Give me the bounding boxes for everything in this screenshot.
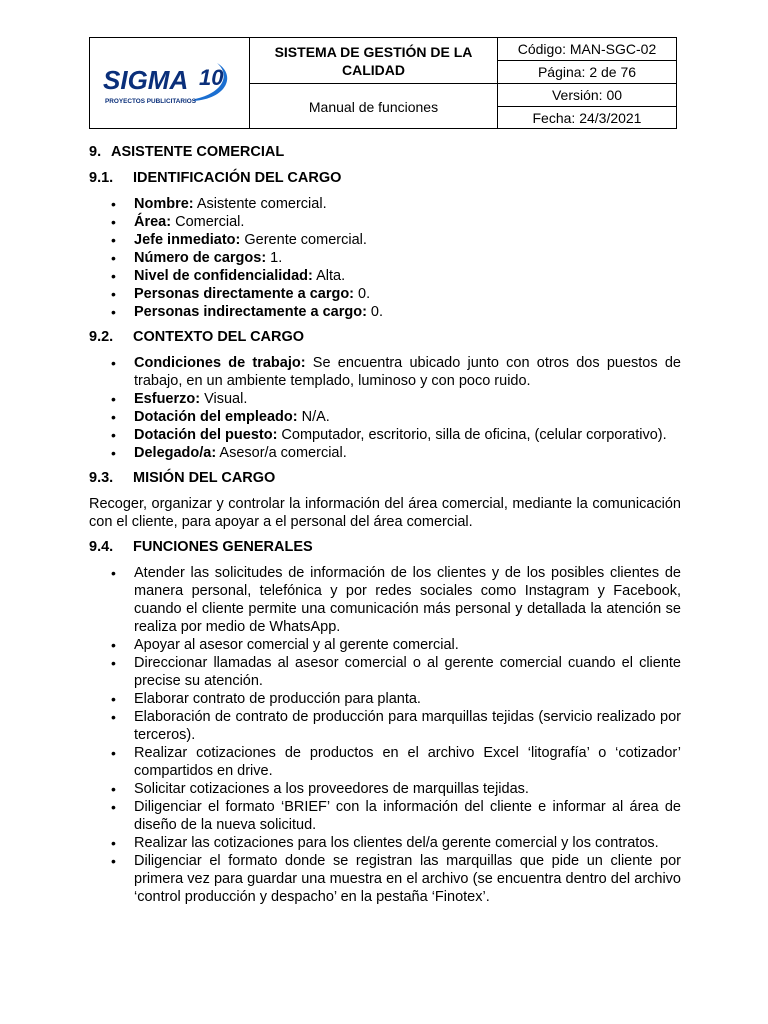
list-item — [89, 231, 681, 249]
company-logo — [90, 38, 250, 129]
page-number: Página: 2 de 76 — [537, 63, 637, 80]
list-item — [89, 390, 681, 408]
system-title: SISTEMA DE GESTIÓN DE LA CALIDAD — [250, 38, 498, 84]
list-item — [89, 285, 681, 303]
list-item — [89, 408, 681, 426]
function-item: • Realizar cotizaciones de productos en el archivo Excel ‘litografía’ o ‘cotizador’ compartidos en drive. — [89, 744, 681, 780]
item-value: Visual. — [200, 391, 248, 407]
function-item: • Diligenciar el formato ‘BRIEF’ con la información del cliente e informar al área de diseño de la nueva solicitud. — [89, 798, 681, 834]
function-item: • Apoyar al asesor comercial y al gerente comercial. — [89, 636, 681, 654]
item-value: Comercial. — [171, 214, 245, 230]
item-label: Nivel de confidencialidad: — [134, 268, 313, 284]
item-value: Gerente comercial. — [240, 232, 367, 248]
document-date: Fecha: 24/3/2021 — [532, 109, 642, 126]
logo-subtitle: PROYECTOS PUBLICITARIOS — [104, 97, 196, 105]
subsection-title: MISIÓN DEL CARGO — [133, 470, 276, 486]
item-label: Personas directamente a cargo: — [134, 286, 355, 302]
function-item: • Atender las solicitudes de información de los clientes y de los posibles clientes de manera personal, telefónica y por redes sociales como Instagram y Facebook, cuando el cliente permite una comunicación más personal y detallada la atención se realiza por medio de WhatsApp. — [89, 564, 681, 636]
sigma10-logo — [97, 55, 243, 113]
subsection-heading-9-3 — [89, 469, 681, 488]
identification-list — [89, 195, 681, 321]
item-value: Asistente comercial. — [193, 196, 327, 212]
logo-number: 10 — [198, 64, 223, 90]
subsection-number: 9.3. — [89, 470, 114, 486]
subsection-heading-9-2 — [89, 328, 681, 347]
function-item: • Solicitar cotizaciones a los proveedores de marquillas tejidas. — [89, 780, 681, 798]
item-label: Dotación del puesto: — [134, 427, 278, 443]
function-item: • Elaborar contrato de producción para planta. — [89, 690, 681, 708]
context-list — [89, 354, 681, 462]
functions-list — [89, 564, 681, 906]
list-item — [89, 426, 681, 444]
list-item — [89, 267, 681, 285]
item-label: Jefe inmediato: — [134, 232, 241, 248]
list-item — [89, 195, 681, 213]
item-label: Delegado/a: — [134, 445, 217, 461]
subsection-title: IDENTIFICACIÓN DEL CARGO — [133, 170, 342, 186]
manual-name: Manual de funciones — [250, 84, 498, 129]
subsection-title: FUNCIONES GENERALES — [133, 539, 313, 555]
list-item — [89, 303, 681, 321]
document-header-table — [89, 37, 677, 129]
subsection-number: 9.4. — [89, 539, 114, 555]
function-item: • Diligenciar el formato donde se registran las marquillas que pide un cliente por primera vez para guardar una muestra en el archivo (se encuentra dentro del archivo ‘control producción y despacho’ en la pestaña ‘Finotex’. — [89, 852, 681, 906]
item-label: Condiciones de trabajo: — [134, 355, 306, 371]
meta-bottom — [498, 84, 676, 129]
item-value: 0. — [366, 304, 384, 320]
section-title: ASISTENTE COMERCIAL — [111, 144, 285, 160]
subsection-number: 9.1. — [89, 170, 114, 186]
item-label: Área: — [134, 214, 172, 230]
item-value: Alta. — [312, 268, 346, 284]
item-value: 0. — [354, 286, 371, 302]
function-item: • Direccionar llamadas al asesor comercial o al gerente comercial cuando el cliente precise su atención. — [89, 654, 681, 690]
subsection-title: CONTEXTO DEL CARGO — [133, 329, 305, 345]
item-label: Esfuerzo: — [134, 391, 201, 407]
list-item — [89, 354, 681, 390]
document-version: Versión: 00 — [498, 84, 676, 107]
item-label: Personas indirectamente a cargo: — [134, 304, 367, 320]
item-value: 1. — [266, 250, 283, 266]
function-item: • Elaboración de contrato de producción para marquillas tejidas (servicio realizado por terceros). — [89, 708, 681, 744]
function-item: • Realizar las cotizaciones para los clientes del/a gerente comercial y los contratos. — [89, 834, 681, 852]
subsection-number: 9.2. — [89, 329, 114, 345]
subsection-heading-9-1 — [89, 169, 681, 188]
section-number: 9. — [89, 144, 102, 160]
item-label: Dotación del empleado: — [134, 409, 298, 425]
list-item — [89, 444, 681, 462]
item-label: Número de cargos: — [134, 250, 267, 266]
mission-text: Recoger, organizar y controlar la información del área comercial, mediante la comunicación con el cliente, para apoyar a el personal del área comercial. — [89, 496, 681, 530]
item-value: N/A. — [297, 409, 330, 425]
item-value: Se encuentra ubicado junto con otros dos puestos de trabajo, en un ambiente templado, luminoso y con poco ruido. — [134, 355, 681, 389]
document-body — [89, 143, 681, 906]
meta-top — [498, 38, 676, 84]
item-label: Nombre: — [134, 196, 194, 212]
list-item — [89, 249, 681, 267]
item-value: Computador, escritorio, silla de oficina, (celular corporativo). — [277, 427, 667, 443]
item-value: Asesor/a comercial. — [216, 445, 347, 461]
section-heading — [89, 143, 681, 162]
logo-wordmark: SIGMA — [102, 64, 188, 95]
list-item — [89, 213, 681, 231]
subsection-heading-9-4 — [89, 538, 681, 557]
document-code: Código: MAN-SGC-02 — [498, 38, 676, 61]
